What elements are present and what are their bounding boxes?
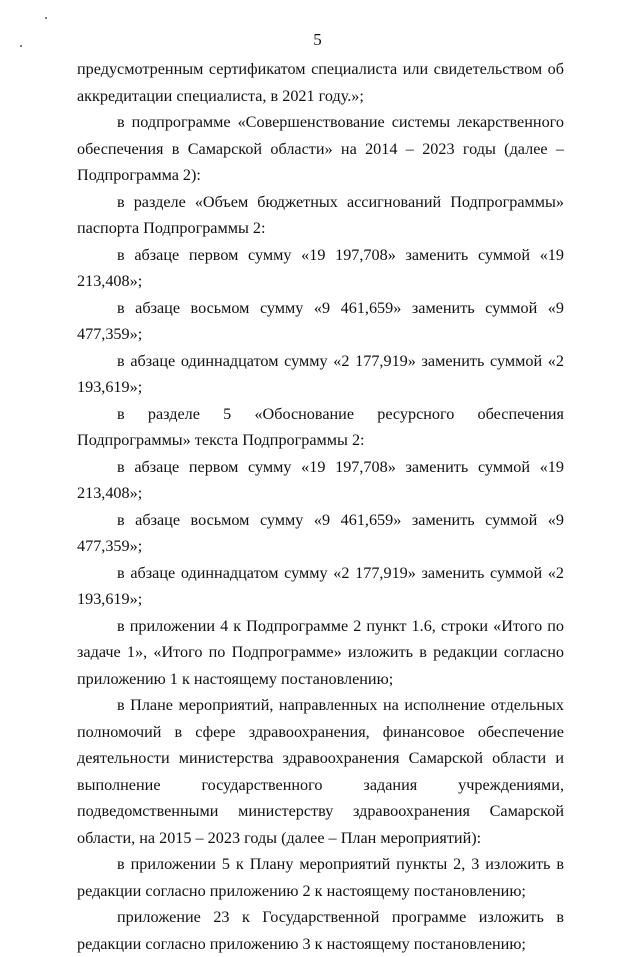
paragraph: в Плане мероприятий, направленных на исполнение отдельных полномочий в сфере здравоохранения, финансовое обеспечение деятельности министерства здравоохранения Самарской области и выполнение государственного задания учреждениями, подведомственными министерству здравоохранения Самарской области, на 2015 – 2023 годы (далее – План мероприятий): [77,696,564,847]
paragraph: в подпрограмме «Совершенствование системы лекарственного обеспечения в Самарской области» на 2014 – 2023 годы (далее – Подпрограмма 2): [77,113,564,184]
page-number: 5 [313,30,322,49]
paragraph: в приложении 4 к Подпрограмме 2 пункт 1.6, строки «Итого по задаче 1», «Итого по Подпрограмме» изложить в редакции согласно приложению 1 к настоящему постановлению; [77,616,564,688]
document-body [77,56,564,957]
paragraph: в приложении 5 к Плану мероприятий пункты 2, 3 изложить в редакции согласно приложению 2 к настоящему постановлению; [77,855,564,900]
paragraph: в абзаце одиннадцатом сумму «2 177,919» заменить суммой «2 193,619»; [77,563,564,608]
paragraph: в абзаце одиннадцатом сумму «2 177,919» заменить суммой «2 193,619»; [77,351,564,396]
paragraph: в разделе 5 «Обоснование ресурсного обеспечения Подпрограммы» текста Подпрограммы 2: [77,404,564,449]
paragraph: в абзаце восьмом сумму «9 461,659» заменить суммой «9 477,359»; [77,510,564,555]
paragraph: приложение 23 к Государственной программе изложить в редакции согласно приложению 3 к настоящему постановлению; [77,908,564,953]
paragraph: в разделе «Объем бюджетных ассигнований Подпрограммы» паспорта Подпрограммы 2: [77,192,564,237]
paragraph: предусмотренным сертификатом специалиста или свидетельством об аккредитации специалиста, в 2021 году.»; [77,60,564,105]
scan-speck [45,17,47,19]
paragraph: в абзаце восьмом сумму «9 461,659» заменить суммой «9 477,359»; [77,298,564,343]
paragraph: в абзаце первом сумму «19 197,708» заменить суммой «19 213,408»; [77,245,564,290]
paragraph: в абзаце первом сумму «19 197,708» заменить суммой «19 213,408»; [77,457,564,502]
